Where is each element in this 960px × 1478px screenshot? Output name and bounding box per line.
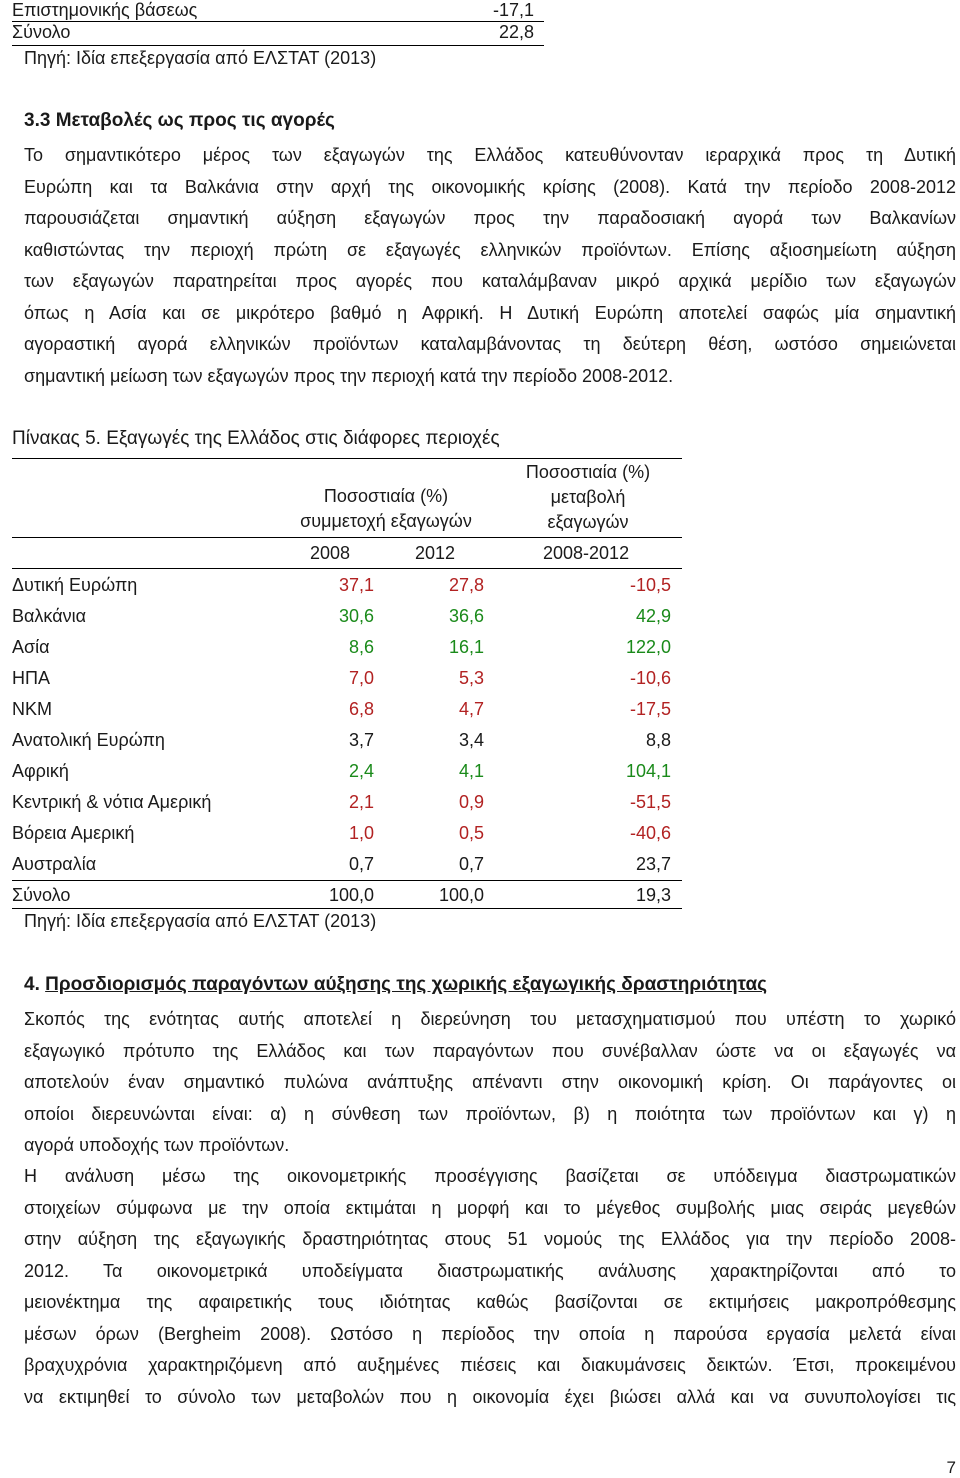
region-name: Αυστραλία (12, 854, 97, 874)
region-name: ΗΠΑ (12, 668, 51, 688)
paragraph-line: αγοραστική αγορά ελληνικών προϊόντων καταλαμβάνοντας τη δεύτερη θέση, ωστόσο σημειώνεται (24, 334, 956, 354)
table-rule (12, 908, 682, 909)
paragraph-line: 2012. Τα οικονομετρικά υποδείγματα διαστρωματικής ανάλυσης χαρακτηρίζονται από το (24, 1260, 956, 1281)
top-table-row (12, 22, 544, 44)
table-row (12, 699, 682, 730)
cell-change: 104,1 (625, 761, 671, 781)
table-row (12, 761, 682, 792)
paragraph-line: εξαγωγικό πρότυπο της Ελλάδος και των παραγόντων που συνέβαλλαν ώστε να οι εξαγωγές να (24, 1040, 956, 1061)
region-name: Κεντρική & νότια Αμερική (12, 792, 212, 812)
paragraph-line: στην αύξηση της εξαγωγικής δραστηριότητας στους 51 νομούς της Ελλάδος για την περίοδο 2008- (24, 1229, 956, 1249)
total-label: Σύνολο (12, 885, 71, 905)
cell-change: 42,9 (635, 606, 671, 626)
top-row-value: -17,1 (492, 0, 534, 20)
section-4-paragraph-1 (24, 1004, 956, 1162)
year-header: 2012 (415, 543, 456, 563)
table-source: Πηγή: Ιδία επεξεργασία από ΕΛΣΤΑΤ (2013) (24, 911, 377, 931)
cell-change: -17,5 (629, 699, 671, 719)
top-table (12, 0, 544, 44)
paragraph-line: Ευρώπη και τα Βαλκάνια στην αρχή της οικονομικής κρίσης (2008). Κατά την περίοδο 2008-2012 (24, 176, 956, 197)
cell-change: 122,0 (625, 637, 671, 657)
section-heading-4 (24, 974, 767, 996)
table-row (12, 823, 682, 854)
cell-2008: 37,1 (338, 575, 374, 595)
paragraph-line: μειονέκτημα της αφαιρετικής τους ιδιότητας καθώς βασίζονται σε εκτιμήσεις μακροπρόθεσμης (24, 1292, 956, 1312)
header-change (503, 460, 673, 535)
header-share-line: συμμετοχή εξαγωγών (300, 511, 472, 531)
paragraph-line: βραχυχρόνια χαρακτηριζόμενη από αυξημένες πιέσεις και διακυμάνσεις δεικτών. Έτσι, προκειμένου (24, 1355, 956, 1375)
paragraph-line: παρουσιάζεται σημαντική αύξηση εξαγωγών προς την παραδοσιακή αγορά των Βαλκανίων (24, 208, 956, 228)
section-4-paragraph-2 (24, 1161, 956, 1413)
cell-change: -10,5 (629, 575, 671, 595)
table-row (12, 668, 682, 699)
region-name: Αφρική (12, 761, 69, 781)
table-rule (12, 45, 544, 46)
region-name: Ασία (12, 637, 50, 657)
top-table-source: Πηγή: Ιδία επεξεργασία από ΕΛΣΤΑΤ (2013) (24, 48, 377, 68)
top-row-label: Επιστημονικής βάσεως (12, 0, 198, 20)
cell-2012: 5,3 (458, 668, 484, 688)
paragraph-line: Σκοπός της ενότητας αυτής αποτελεί η διερεύνηση του μετασχηματισμού που υπέστη το χωρικό (24, 1009, 956, 1029)
cell-2008: 0,7 (348, 854, 374, 874)
region-name: Βαλκάνια (12, 606, 87, 626)
year-header: 2008 (310, 543, 351, 563)
table-row (12, 730, 682, 761)
section-heading-3-3: 3.3 Μεταβολές ως προς τις αγορές (24, 110, 335, 131)
top-row-label: Σύνολο (12, 22, 71, 42)
paragraph-line: καθιστώντας την περιοχή πρώτη σε εξαγωγές ελληνικών προϊόντων. Επίσης αξιοσημείωτη αύξηση (24, 239, 956, 260)
header-change-line: εξαγωγών (547, 512, 629, 532)
region-name: Ανατολική Ευρώπη (12, 730, 165, 750)
table-rule (12, 568, 682, 569)
region-name: ΝΚΜ (12, 699, 52, 719)
total-change: 19,3 (635, 885, 671, 905)
cell-2008: 1,0 (348, 823, 374, 843)
paragraph-line: όπως η Ασία και σε μικρότερο βαθμό η Αφρική. Η Δυτική Ευρώπη αποτελεί σαφώς μία σημαντική (24, 302, 956, 323)
cell-2012: 0,9 (458, 792, 484, 812)
cell-2008: 2,1 (348, 792, 374, 812)
paragraph-line: στοιχείων σύμφωνα με την οποία εκτιμάται η μορφή και το μέγεθος συμβολής μιας σειράς μεγεθών (24, 1197, 956, 1218)
paragraph-line: αποτελούν έναν σημαντικό πυλώνα ανάπτυξης απέναντι στην οικονομική κρίση. Οι παράγοντες οι (24, 1072, 956, 1092)
table-row (12, 792, 682, 823)
cell-2008: 8,6 (348, 637, 374, 657)
paragraph-line: Η ανάλυση μέσω της οικονομετρικής προσέγγισης βασίζεται σε υπόδειγμα διαστρωματικών (24, 1166, 956, 1186)
cell-2012: 27,8 (448, 575, 484, 595)
header-share-line: Ποσοστιαία (%) (323, 486, 449, 506)
cell-2008: 7,0 (348, 668, 374, 688)
cell-2008: 30,6 (338, 606, 374, 626)
table-row (12, 575, 682, 606)
table-row (12, 606, 682, 637)
paragraph-line: των εξαγωγών παρατηρείται προς αγορές που καταλάμβαναν μικρό αρχικά μερίδιο των εξαγωγών (24, 271, 956, 291)
top-table-row (12, 0, 544, 22)
table-rule (12, 537, 682, 538)
cell-2012: 3,4 (458, 730, 484, 750)
section-title: Προσδιορισμός παραγόντων αύξησης της χωρικής εξαγωγικής δραστηριότητας (45, 974, 768, 995)
total-2012: 100,0 (438, 885, 484, 905)
cell-2012: 16,1 (448, 637, 484, 657)
paragraph-line: μέσων όρων (Bergheim 2008). Ωστόσο η περίοδος την οποία η παρούσα εργασία μελετά είναι (24, 1323, 956, 1344)
paragraph-line: να εκτιμηθεί το σύνολο των μεταβολών που η οικονομία έχει βιώσει αλλά και να συνυπολογίσει τις (24, 1386, 956, 1407)
paragraph-line: σημαντική μείωση των εξαγωγών προς την περιοχή κατά την περίοδο 2008-2012. (24, 365, 674, 386)
cell-2008: 6,8 (348, 699, 374, 719)
page-number: 7 (946, 1458, 956, 1477)
table-rule (12, 880, 682, 881)
region-name: Δυτική Ευρώπη (12, 575, 138, 595)
cell-change: -10,6 (629, 668, 671, 688)
header-change-line: μεταβολή (550, 487, 626, 507)
cell-2012: 0,7 (458, 854, 484, 874)
cell-change: -40,6 (629, 823, 671, 843)
cell-2012: 4,1 (458, 761, 484, 781)
section-3-3-paragraph (24, 140, 956, 392)
top-row-value: 22,8 (498, 22, 534, 42)
paragraph-line: Το σημαντικότερο μέρος των εξαγωγών της Ελλάδος κατευθύνονταν ιεραρχικά προς τη Δυτική (24, 145, 956, 165)
paragraph-line: οποίοι διερευνώνται είναι: α) η σύνθεση των προϊόντων, β) η ποιότητα των προϊόντων και γ) η (24, 1103, 956, 1124)
cell-2008: 3,7 (348, 730, 374, 750)
cell-2012: 0,5 (458, 823, 484, 843)
header-share (286, 484, 486, 534)
cell-2012: 4,7 (458, 699, 484, 719)
cell-change: -51,5 (629, 792, 671, 812)
cell-2008: 2,4 (348, 761, 374, 781)
cell-change: 23,7 (635, 854, 671, 874)
total-2008: 100,0 (328, 885, 374, 905)
header-change-line: Ποσοστιαία (%) (525, 462, 651, 482)
region-name: Βόρεια Αμερική (12, 823, 135, 843)
table-rule (12, 21, 544, 22)
cell-change: 8,8 (645, 730, 671, 750)
table-rule (12, 458, 682, 459)
section-number: 4. (24, 974, 40, 995)
paragraph-line: αγορά υποδοχής των προϊόντων. (24, 1135, 290, 1155)
year-header: 2008-2012 (543, 543, 630, 563)
cell-2012: 36,6 (448, 606, 484, 626)
table-row (12, 637, 682, 668)
table-caption: Πίνακας 5. Εξαγωγές της Ελλάδος στις διάφορες περιοχές (12, 428, 500, 449)
